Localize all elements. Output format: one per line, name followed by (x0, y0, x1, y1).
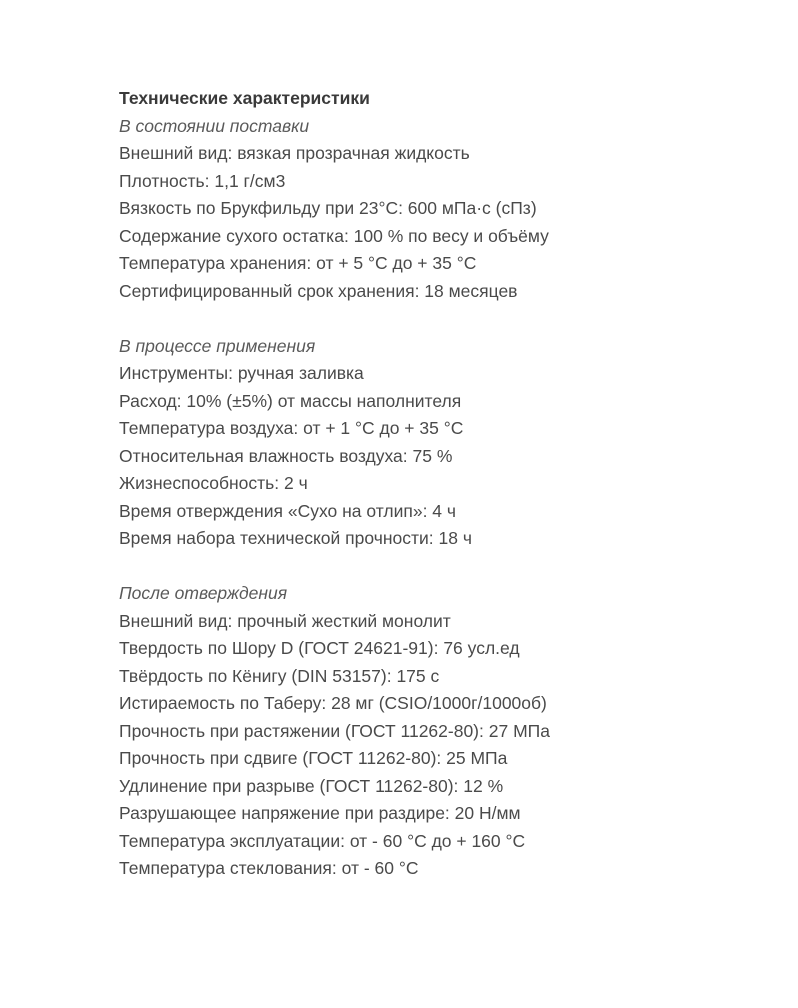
page-title: Технические характеристики (119, 88, 370, 108)
spec-item: Расход: 10% (±5%) от массы наполнителя (119, 390, 462, 411)
spec-item: Температура хранения: от + 5 °С до + 35 °С (119, 253, 477, 273)
spec-item: Истираемость по Таберу: 28 мг (CSIO/1000г/1000об) (119, 693, 547, 713)
spec-item: Температура эксплуатации: от - 60 °С до + 160 °С (119, 830, 526, 851)
section-title: В состоянии поставки (119, 115, 310, 136)
spec-item: Температура воздуха: от + 1 °С до + 35 °С (119, 418, 464, 438)
spec-item: Сертифицированный срок хранения: 18 месяцев (119, 280, 518, 301)
spec-item: Относительная влажность воздуха: 75 % (119, 445, 453, 466)
spec-item: Прочность при растяжении (ГОСТ 11262-80): 27 МПа (119, 720, 550, 741)
section-title: После отверждения (119, 583, 288, 603)
spec-item: Инструменты: ручная заливка (119, 363, 364, 383)
spec-item: Разрушающее напряжение при раздире: 20 Н/мм (119, 803, 521, 823)
section-title: В процессе применения (119, 335, 316, 356)
spec-item: Плотность: 1,1 г/см3 (119, 170, 286, 191)
spec-item: Прочность при сдвиге (ГОСТ 11262-80): 25 МПа (119, 748, 508, 768)
spec-item: Внешний вид: вязкая прозрачная жидкость (119, 143, 470, 163)
section-application (119, 333, 779, 553)
section-spacer (119, 553, 779, 581)
section-cured (119, 580, 779, 883)
section-spacer (119, 305, 779, 333)
section-delivery (119, 113, 779, 306)
spec-item: Вязкость по Брукфильду при 23°С: 600 мПа·с (сПз) (119, 198, 537, 218)
spec-item: Удлинение при разрыве (ГОСТ 11262-80): 12 % (119, 775, 504, 796)
spec-item: Внешний вид: прочный жесткий монолит (119, 610, 451, 631)
spec-item: Жизнеспособность: 2 ч (119, 473, 308, 493)
spec-item: Содержание сухого остатка: 100 % по весу и объёму (119, 225, 549, 246)
spec-item: Твёрдость по Кёнигу (DIN 53157): 175 с (119, 665, 440, 686)
technical-specs (119, 85, 779, 883)
spec-item: Температура стеклования: от - 60 °С (119, 858, 419, 878)
spec-item: Время отверждения «Сухо на отлип»: 4 ч (119, 500, 457, 521)
spec-item: Время набора технической прочности: 18 ч (119, 528, 472, 548)
spec-item: Твердость по Шору D (ГОСТ 24621-91): 76 усл.ед (119, 638, 520, 658)
